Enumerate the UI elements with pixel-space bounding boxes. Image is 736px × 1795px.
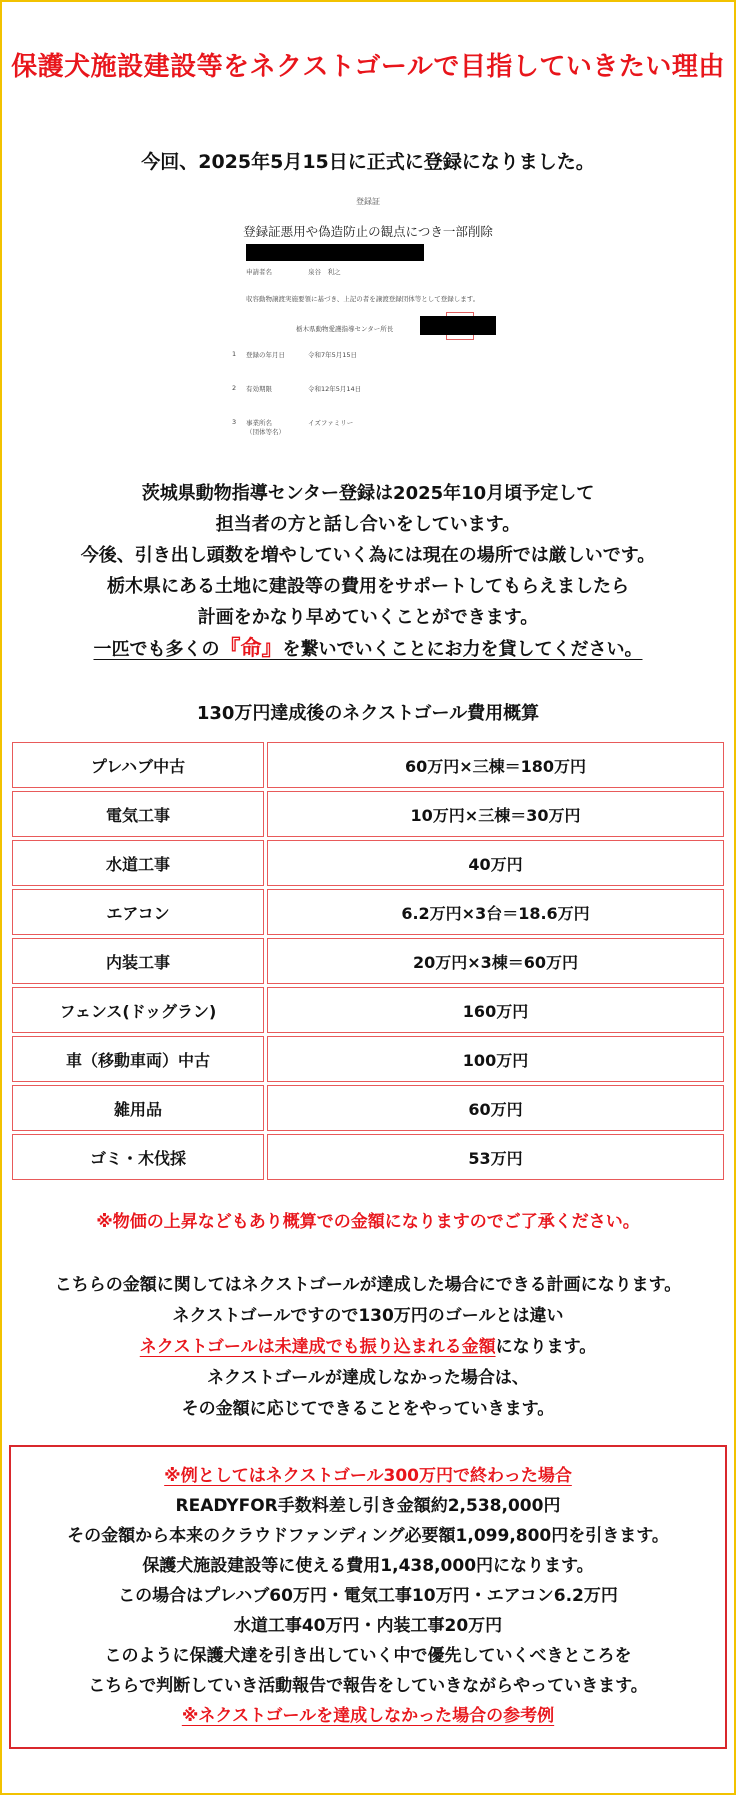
cert-row-no: 2 [232,384,237,392]
explanation-line: ネクストゴールが達成しなかった場合は、 [207,1368,529,1388]
cost-item: エアコン [12,889,264,935]
center-name: 栃木県動物愛護指導センター所長 [296,325,394,333]
statement-line: 栃木県にある土地に建設等の費用をサポートしてもらえましたら [107,576,629,597]
table-row [12,1134,724,1180]
applicant-name: 泉谷 利之 [308,268,341,276]
example-line: こちらで判断していき活動報告で報告をしていきながらやっていきます。 [88,1676,648,1696]
explanation-block [2,1270,734,1425]
cost-value: 100万円 [267,1036,724,1082]
example-box [9,1445,727,1749]
cert-row-label: 登録の年月日 [246,351,285,359]
cost-table [9,739,727,1183]
certificate-body-text: 収容動物譲渡実施要領に基づき、上記の者を譲渡登録団体等として登録します。 [246,295,480,303]
cert-row-label: 事業所名 [246,419,272,427]
cost-item: ゴミ・木伐採 [12,1134,264,1180]
statement-line: 今後、引き出し頭数を増やしていく為には現在の場所では厳しいです。 [80,545,656,566]
cost-value: 6.2万円×3台＝18.6万円 [267,889,724,935]
appeal-highlight: 『命』 [219,636,283,660]
table-row [12,987,724,1033]
example-line: READYFOR手数料差し引き金額約2,538,000円 [175,1496,561,1516]
registration-intro: 今回、2025年5月15日に正式に登録になりました。 [141,151,595,173]
table-row [12,840,724,886]
page-title: 保護犬施設建設等をネクストゴールで目指していきたい理由 [11,52,725,82]
cost-item: 雑用品 [12,1085,264,1131]
cert-row-no: 1 [232,350,237,358]
cost-item: 車（移動車両）中古 [12,1036,264,1082]
registration-certificate-image [218,196,518,456]
cert-row-value: 令和7年5月15日 [308,351,358,359]
cost-item: 水道工事 [12,840,264,886]
cert-row-value: イズファミリー [308,419,354,427]
statement-line: 茨城県動物指導センター登録は2025年10月頃予定して [141,483,595,504]
example-footer: ※ネクストゴールを達成しなかった場合の参考例 [181,1706,555,1726]
statement-block [2,478,734,665]
appeal-text: 一匹でも多くの [93,639,220,660]
statement-line: 担当者の方と話し合いをしています。 [215,514,521,535]
cost-item: フェンス(ドッグラン) [12,987,264,1033]
cost-value: 20万円×3棟＝60万円 [267,938,724,984]
cert-row-label: 有効期限 [246,385,272,393]
cert-row-no: 3 [232,418,237,426]
statement-line: 計画をかなり早めていくことができます。 [197,607,539,628]
cert-row-value: 令和12年5月14日 [308,385,362,393]
cost-item: 電気工事 [12,791,264,837]
appeal-text: を繋いでいくことにお力を貸してください。 [282,639,643,660]
redacted-bar [246,244,424,261]
explanation-line [2,1332,734,1363]
cost-value: 60万円×三棟＝180万円 [267,742,724,788]
explanation-line: こちらの金額に関してはネクストゴールが達成した場合にできる計画になります。 [54,1275,682,1295]
explanation-line: その金額に応じてできることをやっていきます。 [181,1399,555,1419]
applicant-label: 申請者名 [246,268,272,276]
cost-item: プレハブ中古 [12,742,264,788]
example-line: この場合はプレハブ60万円・電気工事10万円・エアコン6.2万円 [118,1586,618,1606]
example-line: 保護犬施設建設等に使える費用1,438,000円になります。 [142,1556,594,1576]
cert-row-sublabel: （団体等名） [246,428,285,436]
certificate-redaction-notice: 登録証悪用や偽造防止の観点につき一部削除 [243,224,493,239]
example-heading: ※例としてはネクストゴール300万円で終わった場合 [164,1466,572,1486]
table-row [12,889,724,935]
example-line: 水道工事40万円・内装工事20万円 [233,1616,503,1636]
table-row [12,1085,724,1131]
cost-table-title: 130万円達成後のネクストゴール費用概算 [196,703,540,724]
table-row [12,791,724,837]
price-notice: ※物価の上昇などもあり概算での金額になりますのでご了承ください。 [96,1212,640,1232]
cost-value: 60万円 [267,1085,724,1131]
example-line: その金額から本来のクラウドファンディング必要額1,099,800円を引きます。 [67,1526,669,1546]
explanation-text: になります。 [495,1337,597,1357]
explanation-line: ネクストゴールですので130万円のゴールとは違い [172,1306,564,1326]
cost-item: 内装工事 [12,938,264,984]
example-line: このように保護犬達を引き出していく中で優先していくべきところを [104,1646,632,1666]
cost-value: 53万円 [267,1134,724,1180]
certificate-heading: 登録証 [356,197,380,206]
explanation-highlight: ネクストゴールは未達成でも振り込まれる金額 [139,1337,496,1357]
appeal-line [2,633,734,665]
cost-value: 160万円 [267,987,724,1033]
table-row [12,938,724,984]
table-row [12,1036,724,1082]
redacted-bar [420,316,496,335]
cost-value: 10万円×三棟＝30万円 [267,791,724,837]
table-row [12,742,724,788]
cost-value: 40万円 [267,840,724,886]
